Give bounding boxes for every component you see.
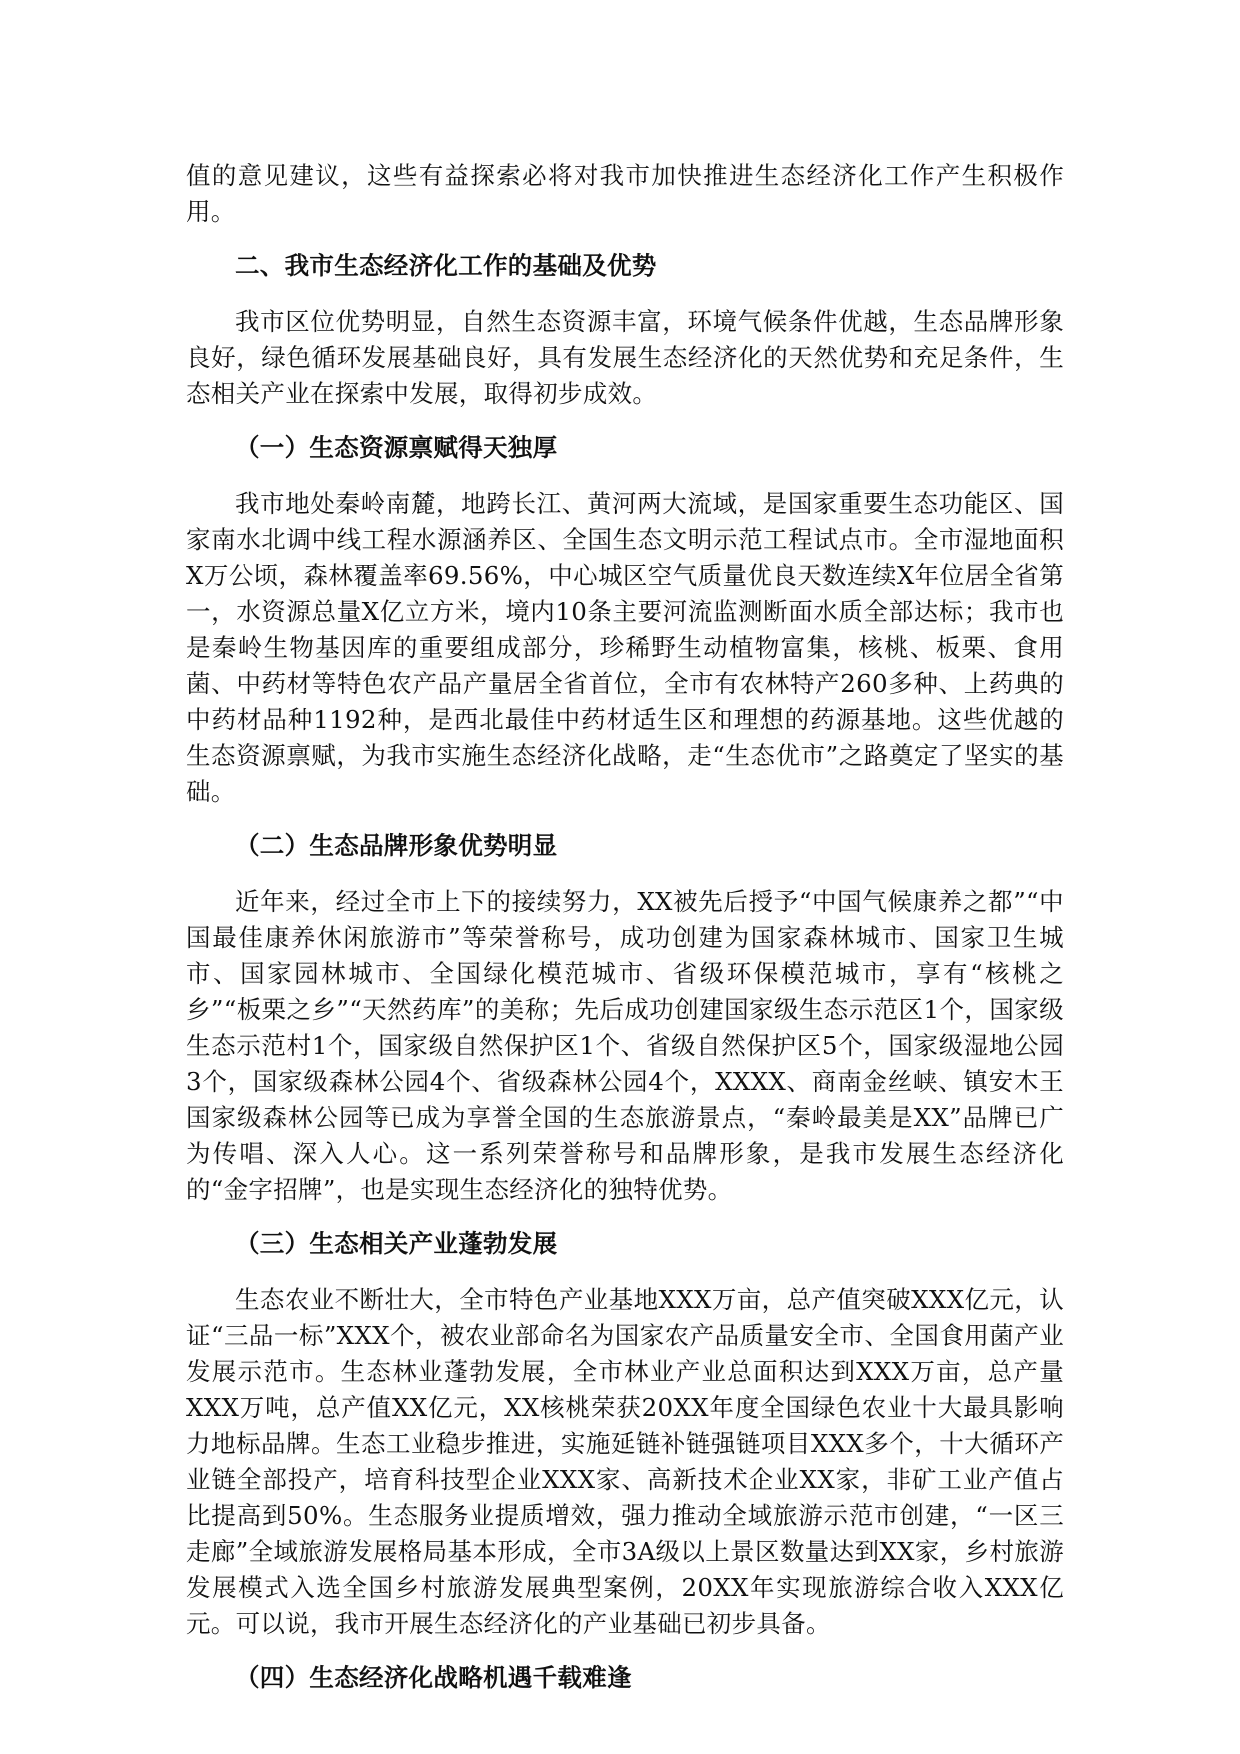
subheading-ecological-resources: （一）生态资源禀赋得天独厚 xyxy=(235,433,558,462)
paragraph-advantages-intro: 我市区位优势明显，自然生态资源丰富，环境气候条件优越，生态品牌形象良好，绿色循环发展基础良好，具有发展生态经济化的天然优势和充足条件，生态相关产业在探索中发展，取得初步成效。 xyxy=(186,307,1064,408)
paragraph-continued: 值的意见建议，这些有益探索必将对我市加快推进生态经济化工作产生积极作用。 xyxy=(186,161,1064,226)
subheading-brand-image: （二）生态品牌形象优势明显 xyxy=(235,831,558,860)
paragraph-related-industries: 生态农业不断壮大，全市特色产业基地XXX万亩，总产值突破XXX亿元，认证“三品一标”XXX个，被农业部命名为国家农产品质量安全市、全国食用菌产业发展示范市。生态林业蓬勃发展，全市林业产业总面积达到XXX万亩，总产量XXX万吨，总产值XX亿元，XX核桃荣获20XX年度全国绿色农业十大最具影响力地标品牌。生态工业稳步推进，实施延链补链强链项目XXX多个，十大循环产业链全部投产，培育科技型企业XXX家、高新技术企业XX家，非矿工业产值占比提高到50%。生态服务业提质增效，强力推动全域旅游示范市创建，“一区三走廊”全域旅游发展格局基本形成，全市3A级以上景区数量达到XX家，乡村旅游发展模式入选全国乡村旅游发展典型案例，20XX年实现旅游综合收入XXX亿元。可以说，我市开展生态经济化的产业基础已初步具备。 xyxy=(186,1285,1064,1638)
subheading-related-industries: （三）生态相关产业蓬勃发展 xyxy=(235,1229,558,1258)
section-heading-2: 二、我市生态经济化工作的基础及优势 xyxy=(235,251,657,280)
subheading-strategic-opportunity: （四）生态经济化战略机遇千载难逢 xyxy=(235,1663,632,1692)
paragraph-ecological-resources: 我市地处秦岭南麓，地跨长江、黄河两大流域，是国家重要生态功能区、国家南水北调中线工程水源涵养区、全国生态文明示范工程试点市。全市湿地面积X万公顷，森林覆盖率69.56%，中心城区空气质量优良天数连续X年位居全省第一，水资源总量X亿立方米，境内10条主要河流监测断面水质全部达标；我市也是秦岭生物基因库的重要组成部分，珍稀野生动植物富集，核桃、板栗、食用菌、中药材等特色农产品产量居全省首位，全市有农林特产260多种、上药典的中药材品种1192种，是西北最佳中药材适生区和理想的药源基地。这些优越的生态资源禀赋，为我市实施生态经济化战略，走“生态优市”之路奠定了坚实的基础。 xyxy=(186,489,1064,806)
document-page xyxy=(186,158,1064,1696)
paragraph-brand-image: 近年来，经过全市上下的接续努力，XX被先后授予“中国气候康养之都”“中国最佳康养休闲旅游市”等荣誉称号，成功创建为国家森林城市、国家卫生城市、国家园林城市、全国绿化模范城市、省级环保模范城市，享有“核桃之乡”“板栗之乡”“天然药库”的美称；先后成功创建国家级生态示范区1个，国家级生态示范村1个，国家级自然保护区1个、省级自然保护区5个，国家级湿地公园3个，国家级森林公园4个、省级森林公园4个，XXXX、商南金丝峡、镇安木王国家级森林公园等已成为享誉全国的生态旅游景点，“秦岭最美是XX”品牌已广为传唱、深入人心。这一系列荣誉称号和品牌形象，是我市发展生态经济化的“金字招牌”，也是实现生态经济化的独特优势。 xyxy=(186,887,1064,1204)
